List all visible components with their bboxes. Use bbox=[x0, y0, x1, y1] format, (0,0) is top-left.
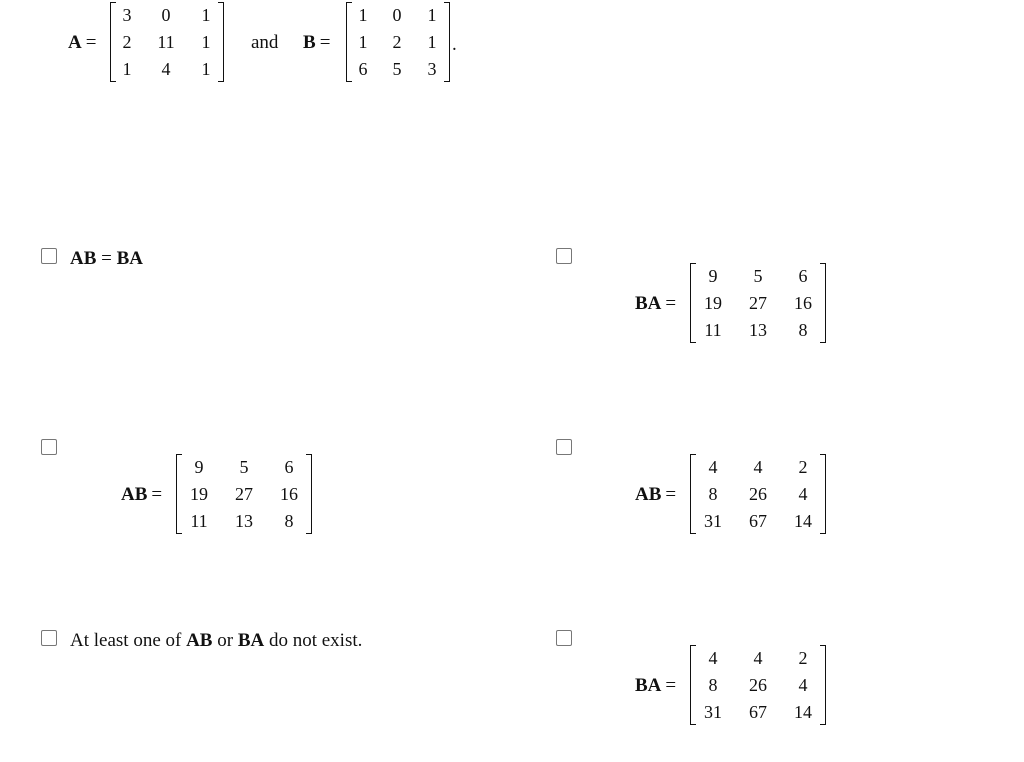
matrix-b-cell: 1 bbox=[358, 5, 368, 26]
option-4-cell: 8 bbox=[708, 483, 718, 504]
option-6-cell: 4 bbox=[798, 674, 808, 695]
option-3-matrix-label: AB = bbox=[121, 484, 163, 505]
option-3-cell: 11 bbox=[190, 510, 208, 531]
matrix-a-cell: 3 bbox=[122, 5, 132, 26]
option-3-cell: 8 bbox=[284, 510, 294, 531]
matrix-b-cell: 1 bbox=[427, 31, 437, 52]
option-4-cell: 4 bbox=[753, 457, 763, 478]
option-6-cell: 31 bbox=[704, 701, 722, 722]
matrix-b-cell: 2 bbox=[392, 31, 402, 52]
matrix-a-cell: 1 bbox=[122, 58, 132, 79]
option-6-cell: 4 bbox=[708, 648, 718, 669]
matrix-b-cell: 1 bbox=[427, 5, 437, 26]
option-4-cell: 4 bbox=[798, 483, 808, 504]
option-4-cell: 14 bbox=[794, 510, 812, 531]
matrix-a-cell: 4 bbox=[161, 58, 171, 79]
option-1-checkbox[interactable] bbox=[41, 248, 57, 264]
option-1-label[interactable]: AB = BA bbox=[70, 248, 144, 269]
option-3-matrix bbox=[176, 454, 312, 534]
option-4-cell: 26 bbox=[749, 483, 767, 504]
option-3-cell: 13 bbox=[235, 510, 253, 531]
matrix-a bbox=[110, 2, 224, 82]
option-3-cell: 5 bbox=[239, 457, 249, 478]
option-4-cell: 31 bbox=[704, 510, 722, 531]
option-4-matrix-label: AB = bbox=[635, 484, 677, 505]
option-3-cell: 27 bbox=[235, 483, 253, 504]
matrix-a-cell: 11 bbox=[157, 31, 175, 52]
option-3-cell: 19 bbox=[190, 483, 208, 504]
option-4-cell: 67 bbox=[749, 510, 767, 531]
option-3-cell: 6 bbox=[284, 457, 294, 478]
option-2-cell: 6 bbox=[798, 266, 808, 287]
matrix-b-cell: 3 bbox=[427, 58, 437, 79]
matrix-b-cell: 5 bbox=[392, 58, 402, 79]
option-3-cell: 16 bbox=[280, 483, 298, 504]
option-6-cell: 67 bbox=[749, 701, 767, 722]
option-2-matrix bbox=[690, 263, 826, 343]
option-3-cell: 9 bbox=[194, 457, 204, 478]
matrix-a-cell: 1 bbox=[201, 31, 211, 52]
option-2-cell: 27 bbox=[749, 292, 767, 313]
option-2-cell: 8 bbox=[798, 319, 808, 340]
option-2-cell: 9 bbox=[708, 266, 718, 287]
option-6-cell: 2 bbox=[798, 648, 808, 669]
matrix-a-label: A = bbox=[68, 32, 97, 53]
option-5-checkbox[interactable] bbox=[41, 630, 57, 646]
option-2-cell: 13 bbox=[749, 319, 767, 340]
option-6-cell: 8 bbox=[708, 674, 718, 695]
option-6-cell: 14 bbox=[794, 701, 812, 722]
matrix-a-cell: 2 bbox=[122, 31, 132, 52]
option-4-checkbox[interactable] bbox=[556, 439, 572, 455]
matrix-b-label: B = bbox=[303, 32, 331, 53]
option-2-cell: 5 bbox=[753, 266, 763, 287]
matrix-b-cell: 6 bbox=[358, 58, 368, 79]
matrix-a-cell: 0 bbox=[161, 5, 171, 26]
option-2-cell: 16 bbox=[794, 292, 812, 313]
option-2-matrix-label: BA = bbox=[635, 293, 677, 314]
matrix-b-cell: 1 bbox=[358, 31, 368, 52]
option-6-cell: 4 bbox=[753, 648, 763, 669]
option-2-checkbox[interactable] bbox=[556, 248, 572, 264]
option-6-checkbox[interactable] bbox=[556, 630, 572, 646]
option-4-cell: 4 bbox=[708, 457, 718, 478]
matrix-b-cell: 0 bbox=[392, 5, 402, 26]
matrix-b bbox=[346, 2, 450, 82]
option-2-cell: 19 bbox=[704, 292, 722, 313]
matrix-a-cell: 1 bbox=[201, 58, 211, 79]
option-4-cell: 2 bbox=[798, 457, 808, 478]
matrix-a-cell: 1 bbox=[201, 5, 211, 26]
option-4-matrix bbox=[690, 454, 826, 534]
option-6-matrix bbox=[690, 645, 826, 725]
option-6-matrix-label: BA = bbox=[635, 675, 677, 696]
question-period: . bbox=[452, 34, 457, 55]
option-5-label[interactable]: At least one of AB or BA do not exist. bbox=[70, 630, 363, 651]
option-3-checkbox[interactable] bbox=[41, 439, 57, 455]
option-2-cell: 11 bbox=[704, 319, 722, 340]
option-6-cell: 26 bbox=[749, 674, 767, 695]
connector-text: and bbox=[251, 32, 279, 53]
